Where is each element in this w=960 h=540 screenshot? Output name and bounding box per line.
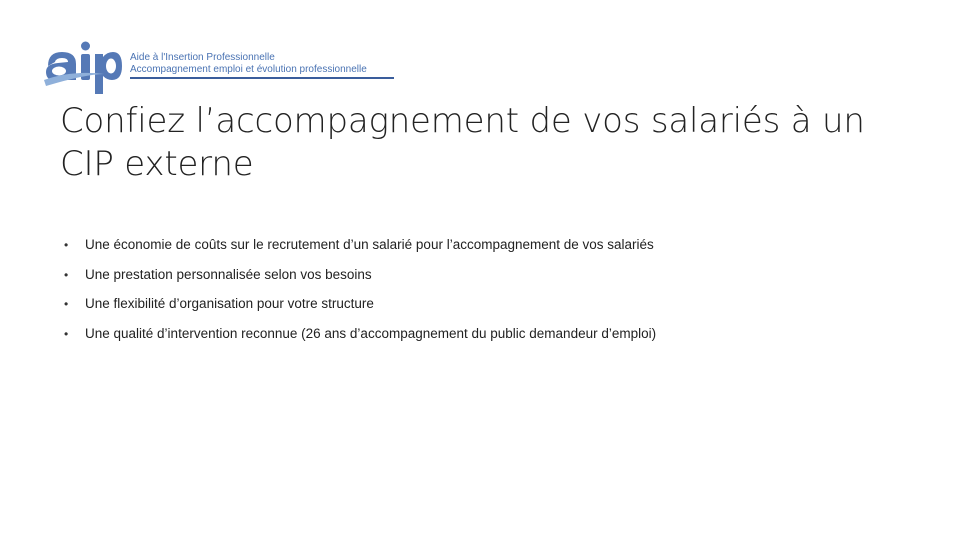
bullet-text: Une prestation personnalisée selon vos besoins: [85, 266, 372, 282]
bullet-marker: •: [64, 267, 69, 282]
bullet-marker: •: [64, 297, 69, 311]
bullet-text: Une flexibilité d’organisation pour votre structure: [85, 296, 374, 311]
aip-logo: [42, 40, 402, 96]
bullet-marker: •: [64, 326, 69, 341]
bullet-item: [64, 264, 924, 294]
bullet-text: Une qualité d’intervention reconnue (26 ans d’accompagnement du public demandeur d’emploi): [85, 325, 657, 341]
aip-logo-mark-icon: [42, 40, 124, 96]
bullet-marker: •: [64, 238, 69, 252]
bullet-item: [64, 293, 924, 323]
aip-logo-line1: Aide à l'Insertion Professionnelle: [130, 52, 275, 63]
slide-title: Confiez l’accompagnement de vos salariés à un CIP externe: [60, 101, 865, 184]
bullet-list: [64, 234, 924, 352]
aip-logo-underline: [130, 77, 394, 79]
bullet-item: [64, 323, 924, 353]
bullet-item: [64, 234, 924, 264]
aip-logo-line2: Accompagnement emploi et évolution professionnelle: [130, 64, 367, 75]
bullet-text: Une économie de coûts sur le recrutement d’un salarié pour l’accompagnement de vos salariés: [85, 237, 654, 252]
aip-logo-caption: [130, 52, 367, 76]
